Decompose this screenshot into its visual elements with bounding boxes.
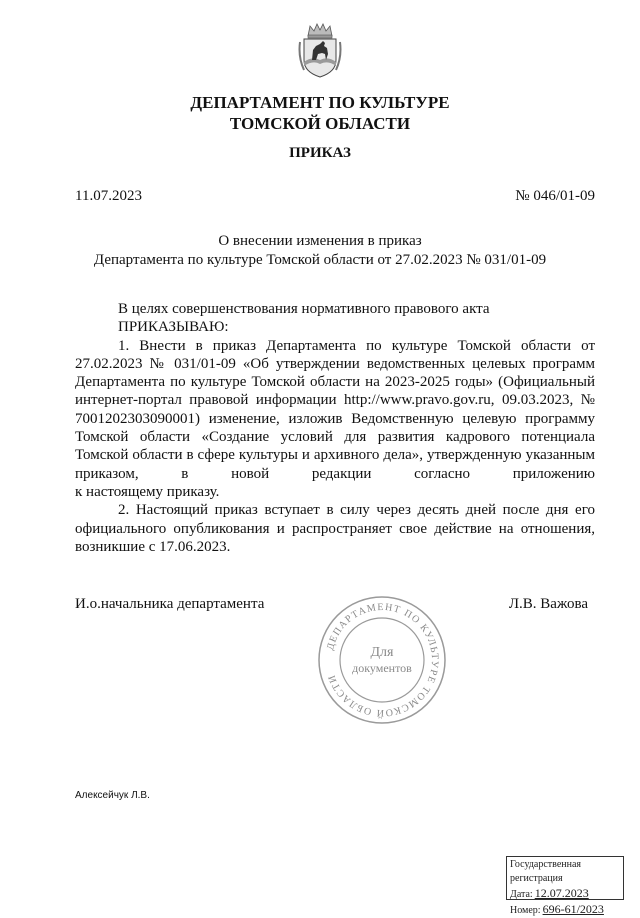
order-word: ПРИКАЗЫВАЮ: <box>118 319 229 336</box>
order-body <box>75 300 595 556</box>
signer-title: И.о.начальника департамента <box>75 596 265 612</box>
registration-date-row <box>510 886 620 902</box>
registration-box <box>506 856 624 916</box>
document-number: № 046/01-09 <box>515 188 595 204</box>
registration-number-label: Номер: <box>510 905 541 916</box>
official-seal <box>316 594 448 726</box>
document-type: ПРИКАЗ <box>289 145 351 161</box>
tomsk-coat-of-arms-icon <box>298 22 342 78</box>
registration-number-value: 696-61/2023 <box>542 902 604 916</box>
registration-date-value: 12.07.2023 <box>534 886 589 900</box>
org-name-line1: ДЕПАРТАМЕНТ ПО КУЛЬТУРЕ <box>190 93 450 112</box>
registration-date-label: Дата: <box>510 889 533 900</box>
subject-line2: Департамента по культуре Томской области от 27.02.2023 № 031/01-09 <box>93 252 547 268</box>
seal-center-line2: документов <box>352 661 412 675</box>
seal-center-line1: Для <box>370 645 394 660</box>
subject-line1: О внесении изменения в приказ <box>218 233 422 249</box>
registration-heading: Государственная регистрация <box>510 859 582 884</box>
signer-name: Л.В. Важова <box>508 596 588 612</box>
document-date: 11.07.2023 <box>75 188 142 204</box>
registration-number-row <box>510 902 620 918</box>
order-item-2: 2. Настоящий приказ вступает в силу через десять дней после дня его официального опубликования и распространяет свое действие на отношения, возникшие с 17.06.2023. <box>75 502 595 555</box>
order-item-1: 1. Внести в приказ Департамента по культуре Томской области от 27.02.2023 № 031/01-09 «Об утверждении ведомственных целевых программ Департамента по культуре Томской области на 2023-2025 годы» (Официальный интернет-портал правовой информации http://www.pravo.gov.ru, 09.03.2023, № 7001202303090001) изменение, изложив Ведомственную целевую программу Томской области «Создание условий для развития кадрового потенциала Томской области в сфере культуры и архивного дела», утвержденную указанным приказом, в новой редакции согласно приложению <box>75 337 595 482</box>
org-name-line2: ТОМСКОЙ ОБЛАСТИ <box>229 114 411 133</box>
seal-ring-text: ДЕПАРТАМЕНТ ПО КУЛЬТУРЕ ТОМСКОЙ ОБЛАСТИ <box>325 601 441 719</box>
order-item-1-tail: к настоящему приказу. <box>75 483 220 500</box>
preamble: В целях совершенствования нормативного правового акта <box>118 301 490 317</box>
executor-name: Алексейчук Л.В. <box>75 790 150 801</box>
